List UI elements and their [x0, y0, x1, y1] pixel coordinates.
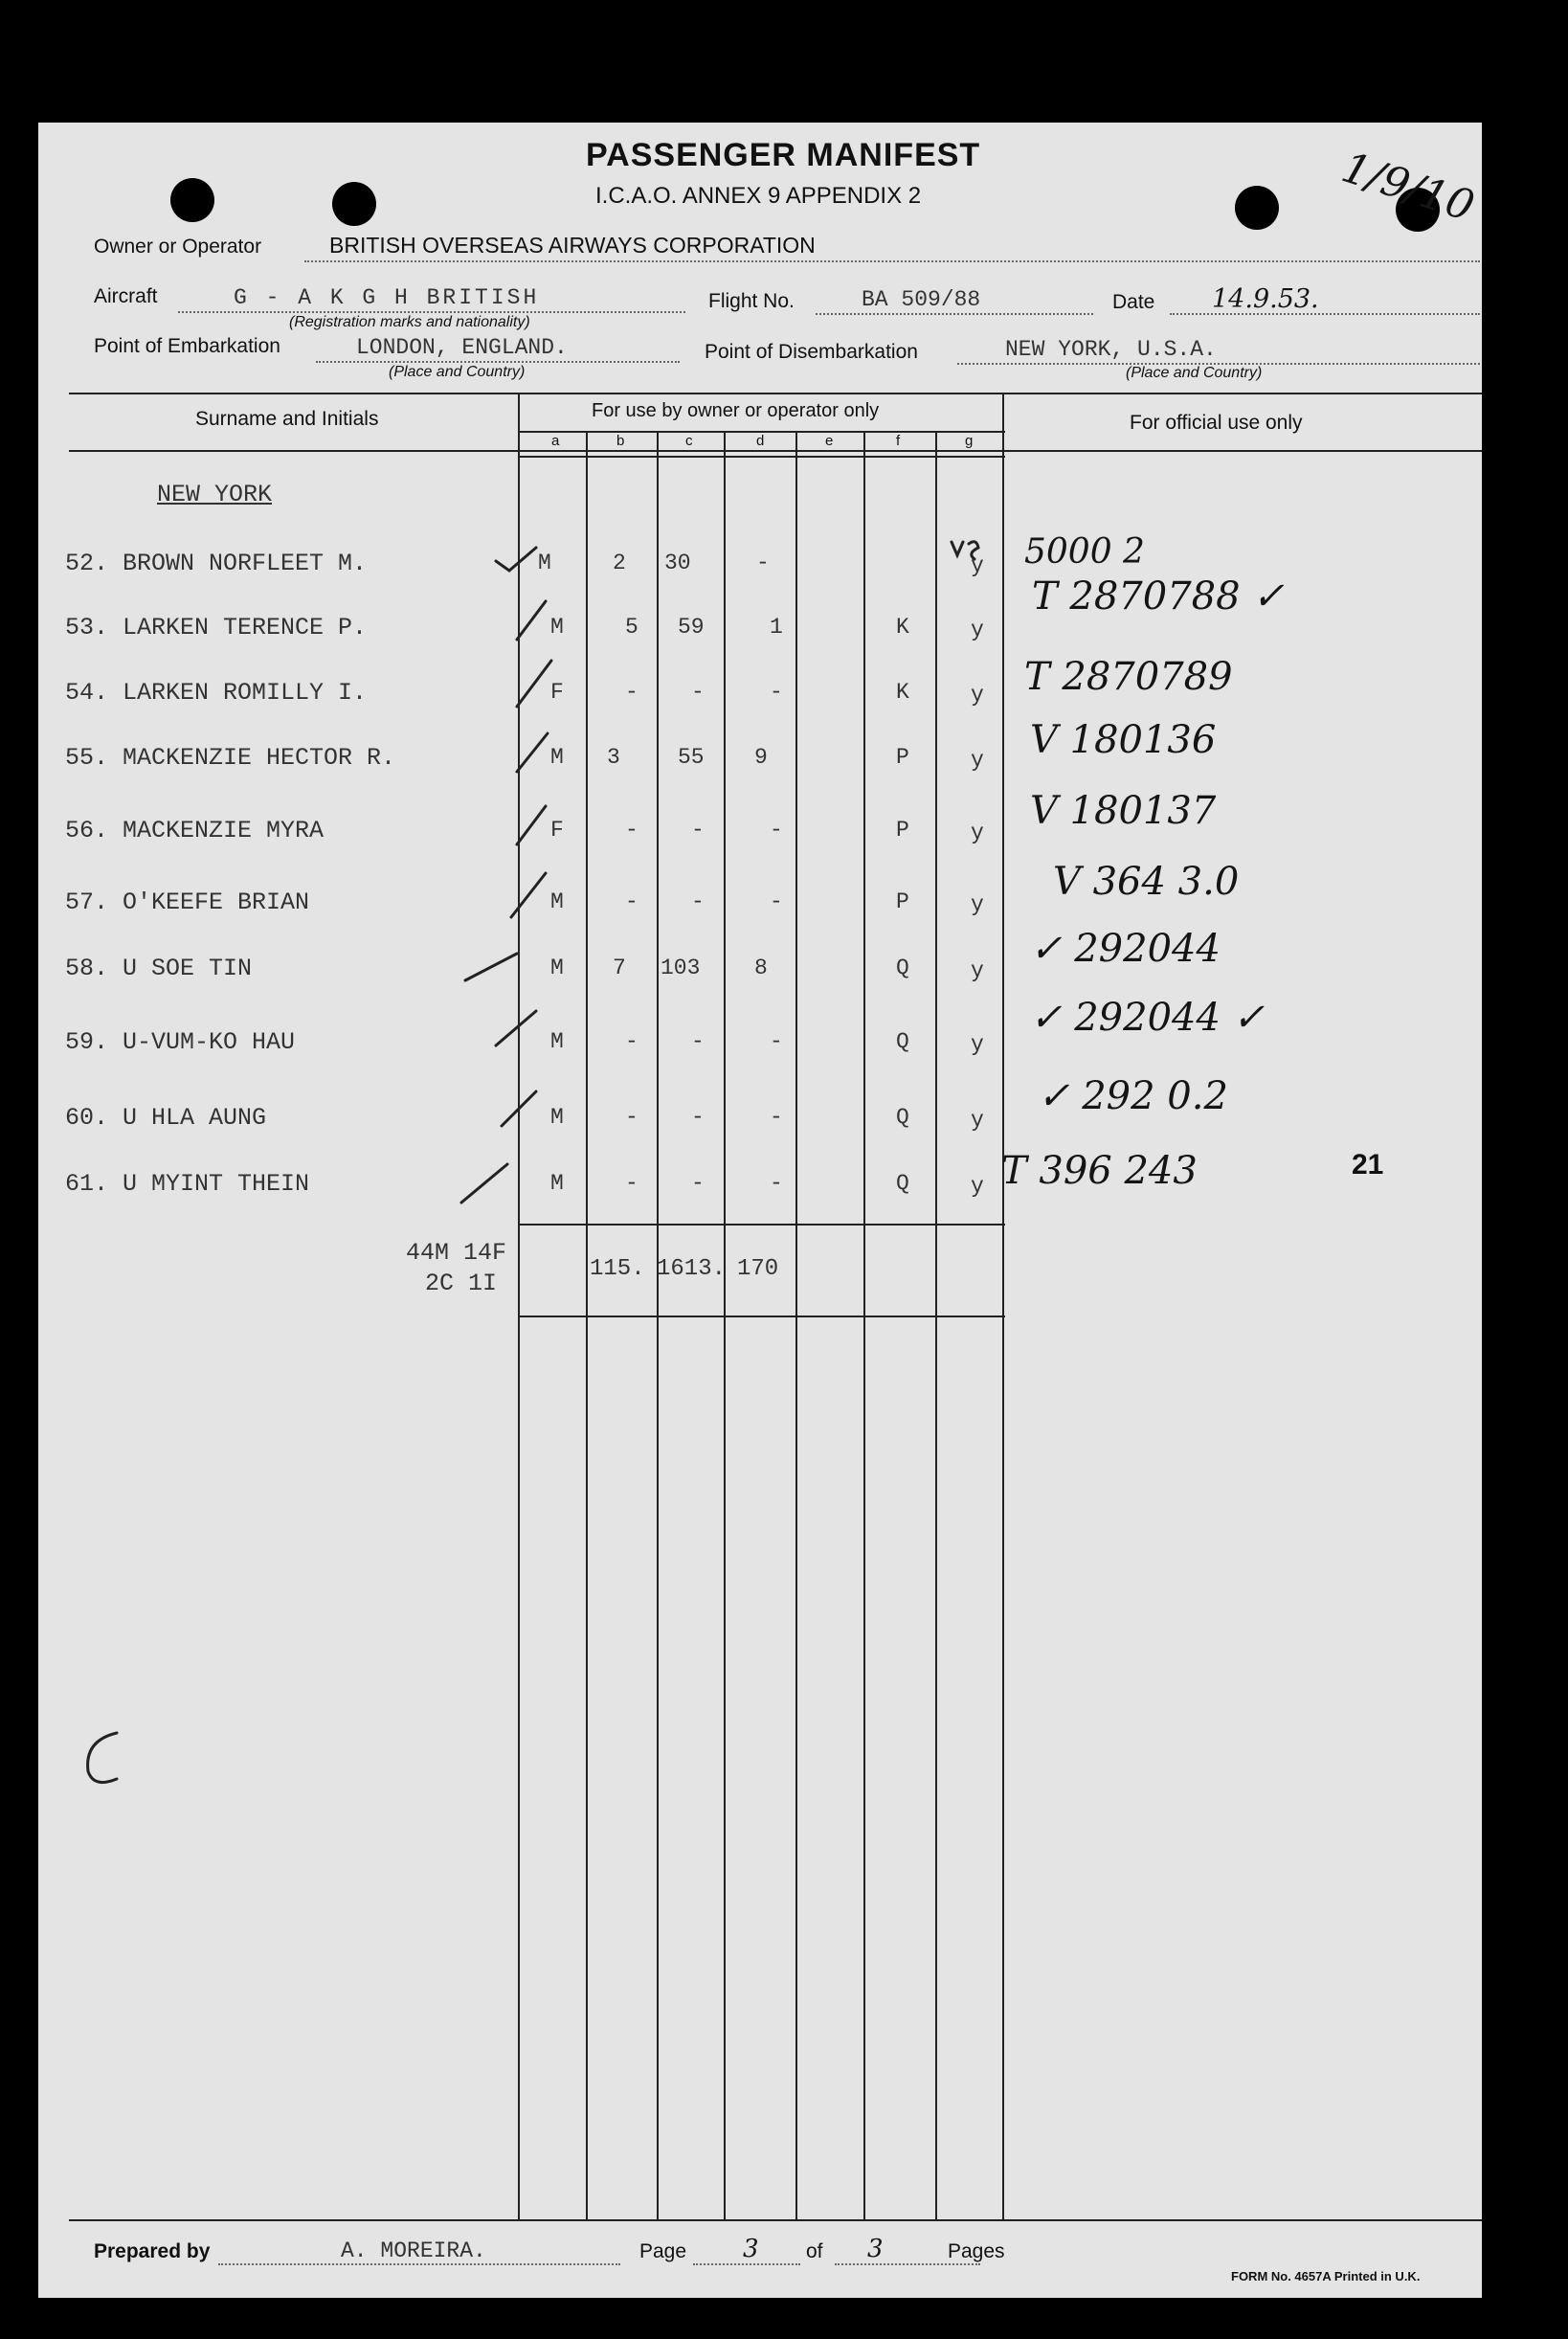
passenger-name: BROWN NORFLEET M. [123, 550, 368, 577]
column-d-cell: - [770, 889, 783, 914]
column-d-cell: - [770, 1105, 783, 1130]
column-c-cell: 55 [678, 745, 705, 770]
column-header-operator: For use by owner or operator only [592, 400, 880, 421]
column-c-cell: 59 [678, 615, 705, 640]
disembarkation-note: (Place and Country) [1126, 365, 1263, 381]
column-letter-f: f [896, 433, 901, 449]
column-letter-a: a [551, 433, 560, 449]
page-label: Page [639, 2240, 687, 2262]
passenger-name: U HLA AUNG [123, 1104, 267, 1132]
official-entry: V 180136 [1030, 718, 1217, 762]
official-entry: T 396 243 [1001, 1149, 1198, 1193]
column-g-cell: y [971, 1108, 984, 1133]
check-mark [517, 806, 546, 844]
column-header-surname: Surname and Initials [195, 408, 379, 430]
official-entry: ✓ 292044 ✓ [1030, 996, 1266, 1040]
passenger-name: U MYINT THEIN [123, 1170, 310, 1198]
flight-label: Flight No. [708, 290, 795, 312]
column-letter-g: g [965, 433, 974, 449]
embarkation-note: (Place and Country) [389, 364, 526, 380]
passenger-name: LARKEN TERENCE P. [123, 614, 368, 641]
column-d-cell: - [770, 680, 783, 705]
column-c-cell: - [691, 680, 705, 705]
us-annotation [952, 542, 978, 559]
column-f-cell: P [896, 889, 909, 914]
total-column-c: 1613. [657, 1256, 727, 1282]
of-dotted-line [835, 2263, 980, 2265]
column-g-cell: y [971, 958, 984, 983]
totals-class-count: 2C 1I [425, 1270, 498, 1297]
passenger-name: O'KEEFE BRIAN [123, 888, 310, 916]
column-f-cell: K [896, 680, 909, 705]
sex-cell: M [550, 1171, 564, 1196]
check-mark [496, 1011, 536, 1046]
passenger-number: 53. [65, 614, 109, 641]
embarkation-value: LONDON, ENGLAND. [356, 335, 568, 360]
column-c-cell: - [691, 889, 705, 914]
passenger-number: 56. [65, 817, 109, 844]
column-letter-d: d [756, 433, 765, 449]
column-letter-e: e [825, 433, 834, 449]
flight-value: BA 509/88 [862, 287, 981, 312]
form-number: FORM No. 4657A Printed in U.K. [1231, 2269, 1421, 2283]
passenger-number: 54. [65, 679, 109, 707]
column-g-cell: y [971, 618, 984, 642]
column-b-cell: 2 [613, 551, 626, 575]
passenger-name: MACKENZIE HECTOR R. [123, 744, 396, 772]
sex-cell: M [550, 1105, 564, 1130]
manifest-title: PASSENGER MANIFEST [586, 137, 981, 173]
column-b-cell: 3 [607, 745, 620, 770]
aircraft-label: Aircraft [94, 285, 158, 307]
official-entry: 5000 2 [1024, 532, 1145, 572]
total-pages: 3 [867, 2235, 884, 2263]
column-b-cell: 7 [613, 956, 626, 980]
passenger-number: 59. [65, 1028, 109, 1056]
column-c-cell: - [691, 818, 705, 843]
column-b-cell: - [625, 889, 638, 914]
column-f-cell: K [896, 615, 909, 640]
page-number: 3 [743, 2235, 759, 2263]
passenger-number: 57. [65, 888, 109, 916]
column-c-cell: - [691, 1105, 705, 1130]
page-dotted-line [693, 2263, 800, 2265]
aircraft-value: G - A K G H BRITISH [234, 285, 540, 310]
check-mark [517, 601, 546, 640]
check-mark [496, 548, 536, 571]
sex-cell: F [550, 818, 564, 843]
passenger-name: U-VUM-KO HAU [123, 1028, 296, 1056]
prepared-by-value: A. MOREIRA. [341, 2238, 486, 2263]
prepared-by-label: Prepared by [94, 2240, 211, 2262]
column-f-cell: Q [896, 1171, 909, 1196]
margin-mark [88, 1733, 117, 1783]
column-g-cell: y [971, 683, 984, 708]
check-mark [511, 873, 546, 917]
passenger-number: 55. [65, 744, 109, 772]
passenger-name: U SOE TIN [123, 955, 253, 982]
column-f-cell: Q [896, 1105, 909, 1130]
sex-cell: M [550, 889, 564, 914]
prepared-dotted-line [218, 2263, 620, 2265]
column-g-cell: y [971, 892, 984, 917]
total-column-b: 115. [590, 1256, 645, 1282]
column-g-cell: y [971, 553, 984, 578]
total-column-d: 170 [737, 1256, 779, 1282]
check-mark [502, 1091, 536, 1126]
passenger-number: 61. [65, 1170, 109, 1198]
column-g-cell: y [971, 821, 984, 845]
check-mark [517, 661, 551, 707]
column-d-cell: 9 [754, 745, 768, 770]
column-b-cell: - [625, 1029, 638, 1054]
column-b-cell: - [625, 1105, 638, 1130]
passenger-number: 60. [65, 1104, 109, 1132]
passenger-name: MACKENZIE MYRA [123, 817, 325, 844]
sex-cell: M [550, 745, 564, 770]
sex-cell: F [550, 680, 564, 705]
column-letter-c: c [685, 433, 693, 449]
column-b-cell: - [625, 680, 638, 705]
disembarkation-label: Point of Disembarkation [705, 341, 918, 363]
date-value: 14.9.53. [1212, 284, 1319, 314]
column-f-cell: Q [896, 1029, 909, 1054]
passenger-number: 52. [65, 550, 109, 577]
date-label: Date [1112, 291, 1155, 313]
official-entry: ✓ 292 0.2 [1038, 1074, 1228, 1118]
sex-cell: M [538, 551, 551, 575]
section-heading: NEW YORK [157, 481, 273, 508]
of-label: of [806, 2240, 823, 2262]
column-g-cell: y [971, 1174, 984, 1199]
aircraft-note: (Registration marks and nationality) [289, 314, 530, 330]
official-entry: ✓ 292044 [1030, 927, 1221, 971]
column-c-cell: - [691, 1029, 705, 1054]
disembarkation-value: NEW YORK, U.S.A. [1005, 337, 1217, 362]
column-b-cell: - [625, 1171, 638, 1196]
check-mark [517, 733, 548, 772]
embarkation-label: Point of Embarkation [94, 335, 280, 357]
passenger-name: LARKEN ROMILLY I. [123, 679, 368, 707]
column-d-cell: - [756, 551, 770, 575]
column-b-cell: 5 [625, 615, 638, 640]
column-b-cell: - [625, 818, 638, 843]
column-f-cell: Q [896, 956, 909, 980]
column-d-cell: 1 [770, 615, 783, 640]
column-g-cell: y [971, 1032, 984, 1057]
column-f-cell: P [896, 818, 909, 843]
column-d-cell: 8 [754, 956, 768, 980]
check-mark [465, 954, 517, 980]
column-header-official: For official use only [1130, 412, 1303, 434]
manifest-subtitle: I.C.A.O. ANNEX 9 APPENDIX 2 [595, 183, 922, 209]
column-d-cell: - [770, 1029, 783, 1054]
official-entry: T 2870789 [1024, 655, 1233, 699]
column-d-cell: - [770, 1171, 783, 1196]
official-entry: V 180137 [1030, 789, 1217, 833]
sex-cell: M [550, 956, 564, 980]
check-mark [461, 1164, 507, 1203]
tally-number: 21 [1352, 1149, 1384, 1181]
column-d-cell: - [770, 818, 783, 843]
owner-label: Owner or Operator [94, 236, 262, 258]
official-entry: V 364 3.0 [1053, 860, 1240, 904]
column-f-cell: P [896, 745, 909, 770]
column-g-cell: y [971, 748, 984, 773]
column-c-cell: - [691, 1171, 705, 1196]
column-letter-b: b [616, 433, 625, 449]
column-c-cell: 30 [664, 551, 691, 575]
owner-value: BRITISH OVERSEAS AIRWAYS CORPORATION [329, 233, 816, 258]
sex-cell: M [550, 615, 564, 640]
sex-cell: M [550, 1029, 564, 1054]
column-c-cell: 103 [661, 956, 701, 980]
passenger-number: 58. [65, 955, 109, 982]
official-entry: T 2870788 ✓ [1032, 574, 1285, 618]
corner-mark: 1/9/10 [1335, 143, 1481, 232]
totals-sex-count: 44M 14F [406, 1239, 507, 1267]
pages-label: Pages [948, 2240, 1005, 2262]
